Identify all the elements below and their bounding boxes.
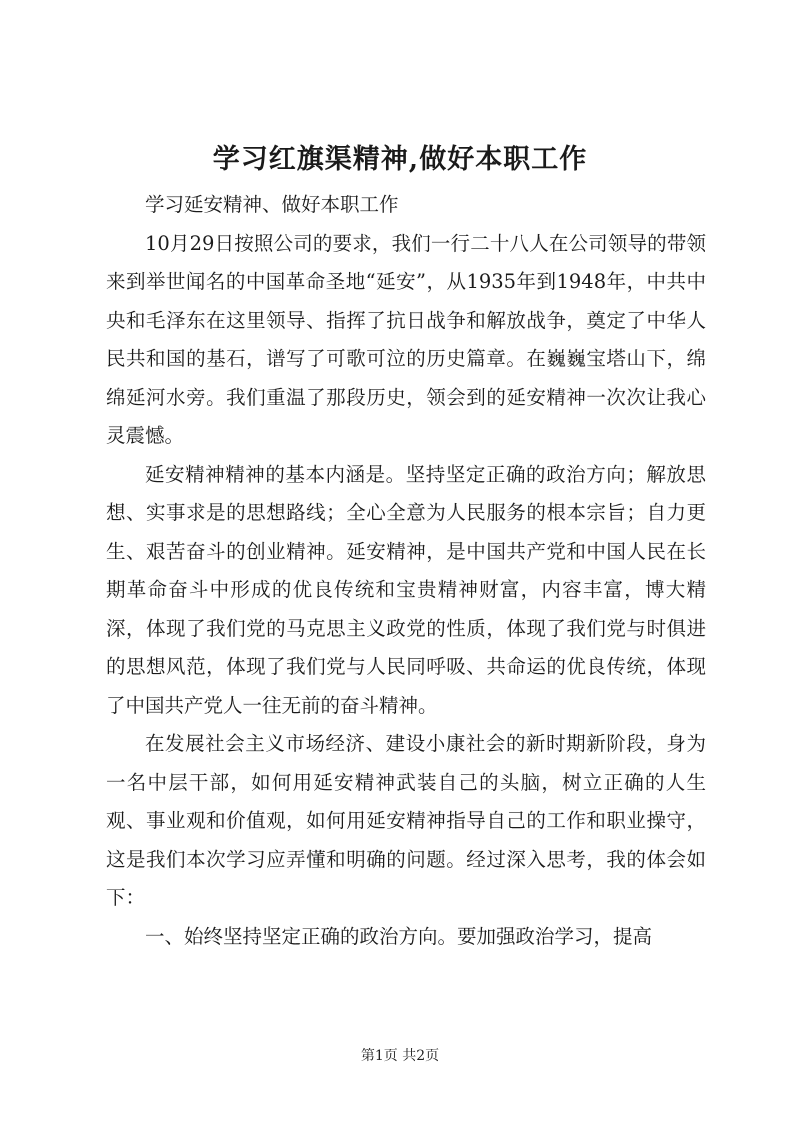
subtitle-paragraph: 学习延安精神、做好本职工作 [145, 193, 399, 216]
body-paragraph: 一、始终坚持坚定正确的政治方向。要加强政治学习，提高 [145, 924, 653, 948]
document-body [106, 186, 706, 956]
body-paragraph: 延安精神精神的基本内涵是。坚持坚定正确的政治方向；解放思想、实事求是的思想路线；全心全意为人民服务的根本宗旨；自力更生、艰苦奋斗的创业精神。延安精神，是中国共产党和中国人民在长期革命奋斗中形成的优良传统和宝贵精神财富，内容丰富，博大精深，体现了我们党的马克思主义政党的性质，体现了我们党与时俱进的思想风范，体现了我们党与人民同呼吸、共命运的优良传统，体现了中国共产党人一往无前的奋斗精神。 [106, 462, 706, 717]
body-paragraph: 在发展社会主义市场经济、建设小康社会的新时期新阶段，身为一名中层干部，如何用延安精神武装自己的头脑，树立正确的人生观、事业观和价值观，如何用延安精神指导自己的工作和职业操守，这是我们本次学习应弄懂和明确的问题。经过深入思考，我的体会如下： [106, 732, 706, 909]
body-paragraph: 10月29日按照公司的要求，我们一行二十八人在公司领导的带领来到举世闻名的中国革命圣地“延安”，从1935年到1948年，中共中央和毛泽东在这里领导、指挥了抗日战争和解放战争，奠定了中华人民共和国的基石，谱写了可歌可泣的历史篇章。在巍巍宝塔山下，绵绵延河水旁。我们重温了那段历史，领会到的延安精神一次次让我心灵震憾。 [106, 231, 706, 447]
document-title: 学习红旗渠精神,做好本职工作 [212, 144, 588, 175]
page-number-footer: 第1页 共2页 [360, 1048, 440, 1064]
